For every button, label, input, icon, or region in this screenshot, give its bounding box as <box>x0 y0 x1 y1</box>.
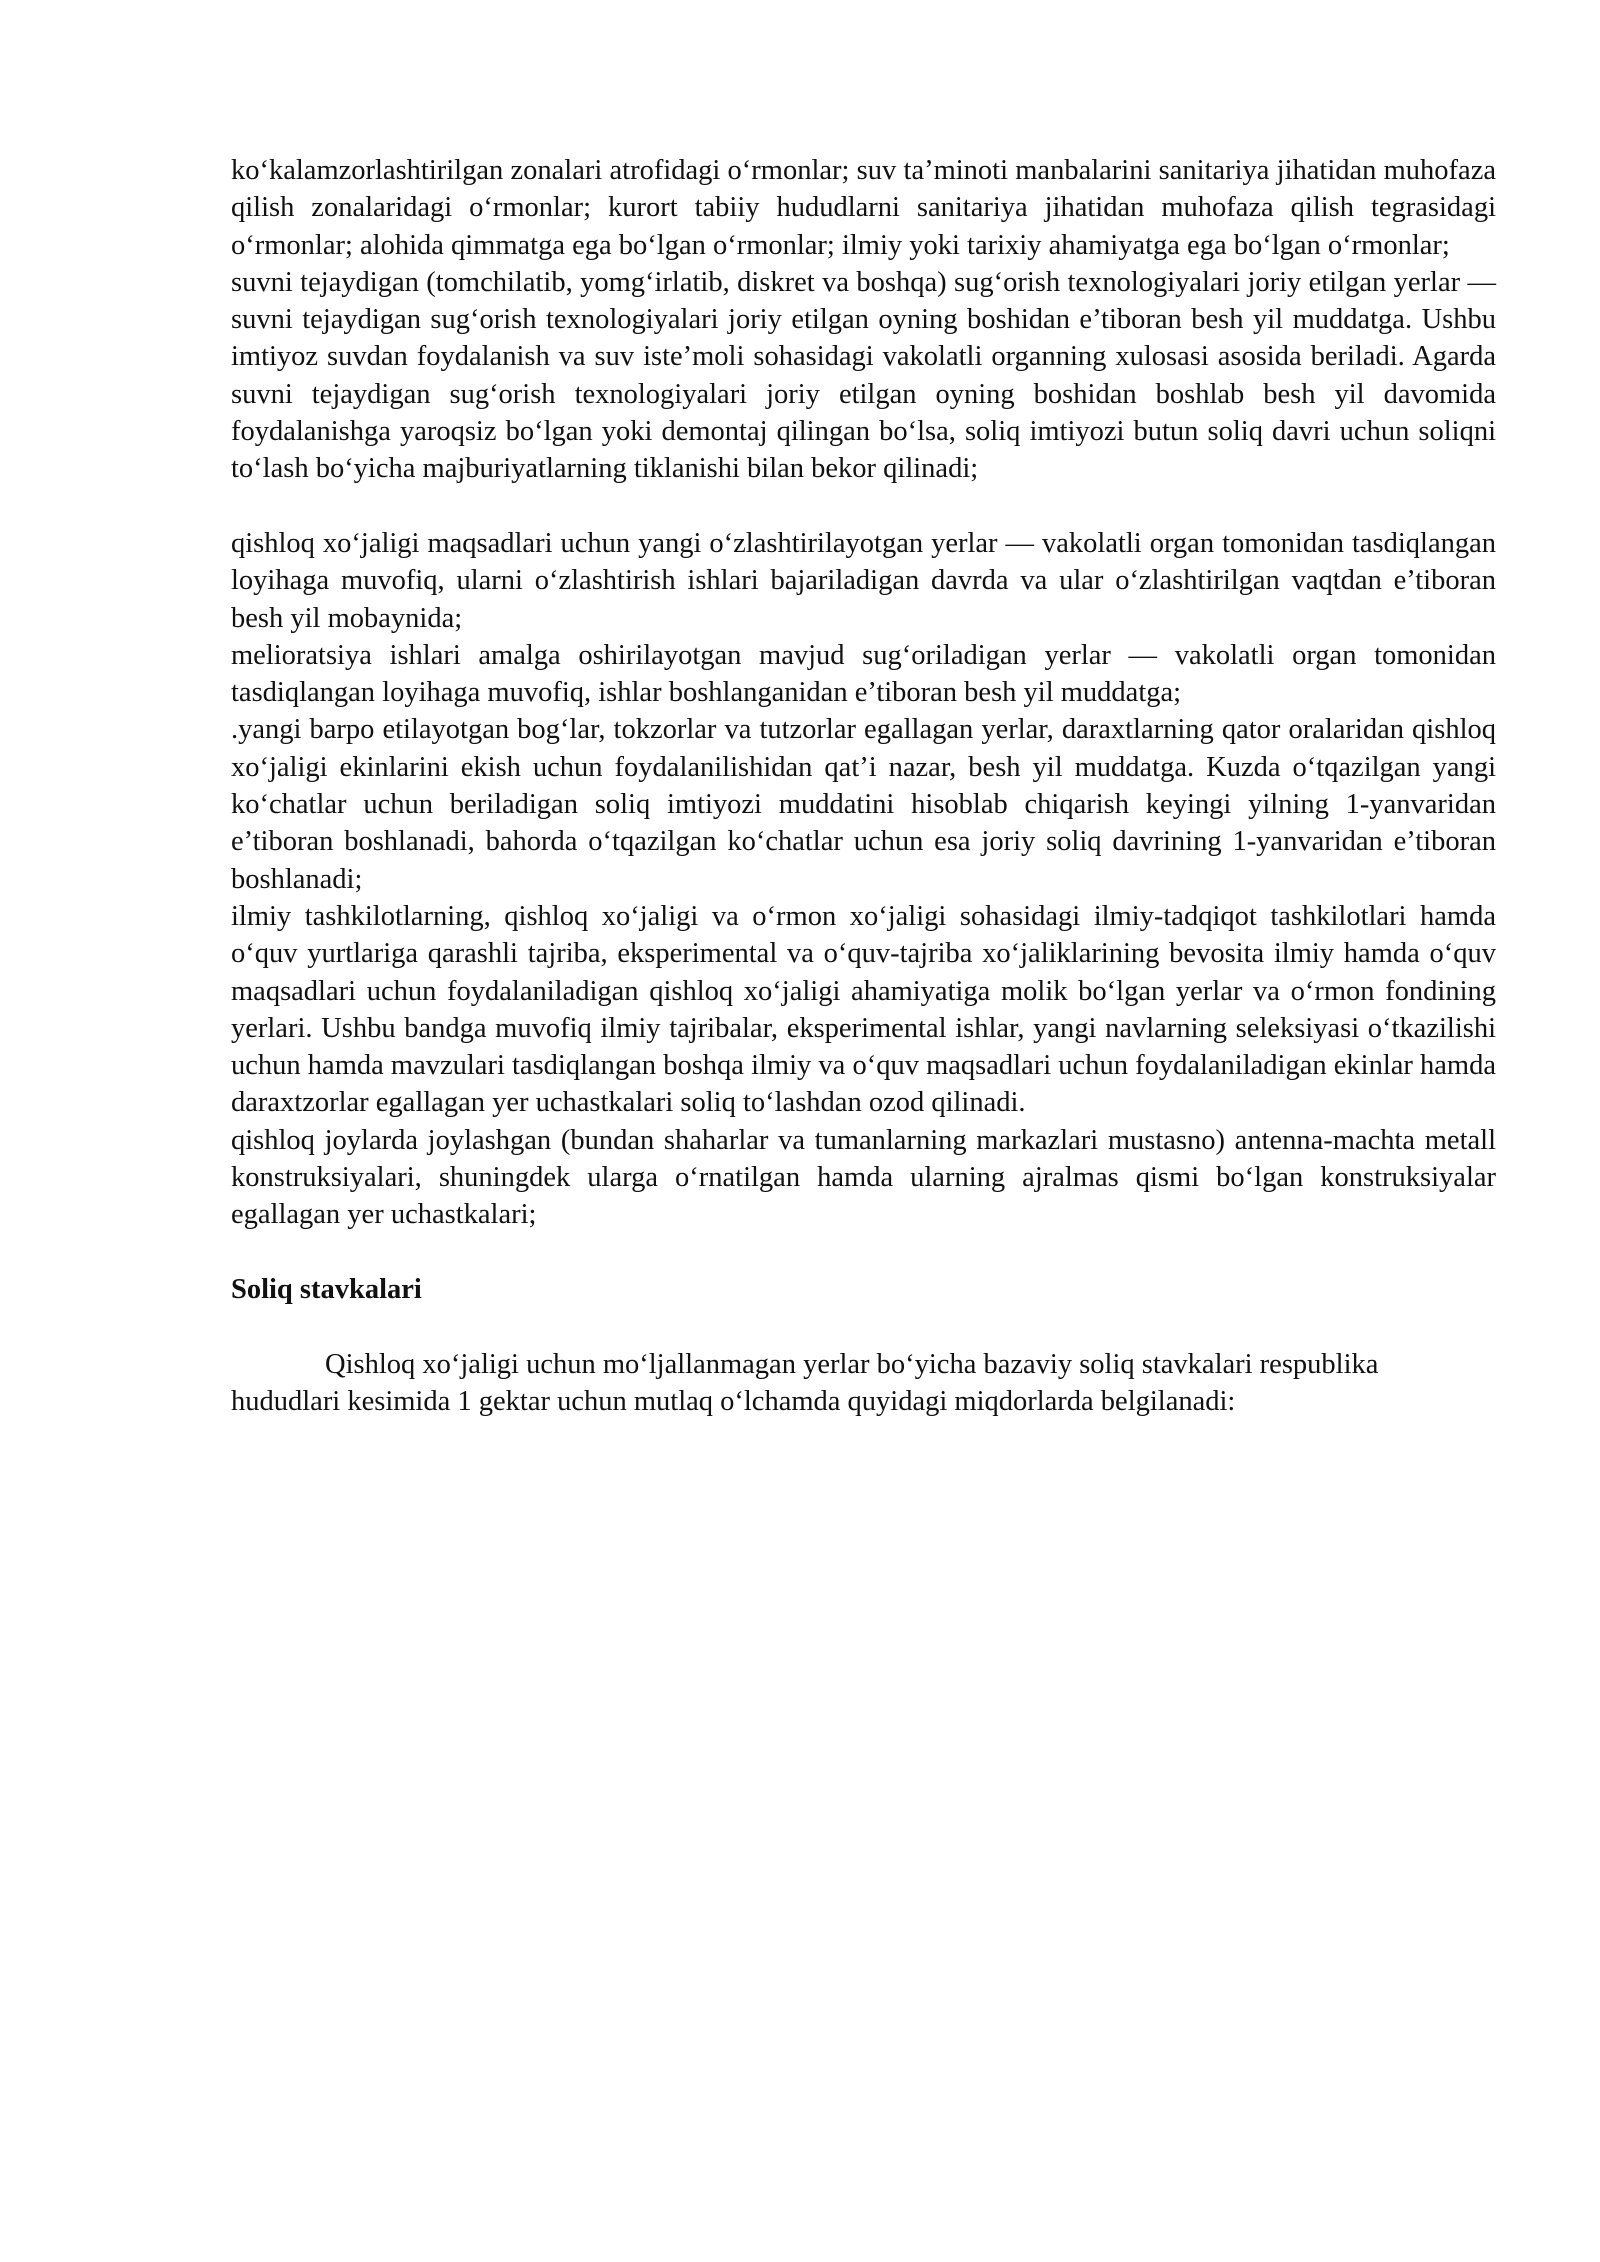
paragraph-spacer <box>231 1234 1496 1271</box>
paragraph-new-orchards: .yangi barpo etilayotgan bog‘lar, tokzorlar va tutzorlar egallagan yerlar, daraxtlarning qator oralaridan qishloq xo‘jaligi ekinlarini ekish uchun foydalanilishidan qat’i nazar, besh yil muddatga. Kuzda o‘tqazilgan yangi ko‘chatlar uchun beriladigan soliq imtiyozi muddatini hisoblab chiqarish keyingi yilning 1-yanvaridan e’tiboran boshlanadi, bahorda o‘tqazilgan ko‘chatlar uchun esa joriy soliq davrining 1-yanvaridan e’tiboran boshlanadi; <box>231 714 1496 895</box>
section-heading: Soliq stavkalari <box>231 1273 422 1305</box>
paragraph-melioration-lands: melioratsiya ishlari amalga oshirilayotgan mavjud sug‘oriladigan yerlar — vakolatli organ tomonidan tasdiqlangan loyihaga muvofiq, ishlar boshlanganidan e’tiboran besh yil muddatga; <box>231 639 1496 709</box>
paragraph-spacer <box>231 488 1496 525</box>
paragraph-new-agricultural-lands: qishloq xo‘jaligi maqsadlari uchun yangi o‘zlashtirilayotgan yerlar — vakolatli organ tomonidan tasdiqlangan loyihaga muvofiq, ularni o‘zlashtirish ishlari bajariladigan davrda va ular o‘zlashtirilgan vaqtdan e’tiboran besh yil mobaynida; <box>231 527 1496 634</box>
paragraph-water-saving-irrigation: suvni tejaydigan (tomchilatib, yomg‘irlatib, diskret va boshqa) sug‘orish texnologiyalari joriy etilgan yerlar — suvni tejaydigan sug‘orish texnologiyalari joriy etilgan oyning boshidan e’tiboran besh yil muddatga. Ushbu imtiyoz suvdan foydalanish va suv iste’moli sohasidagi vakolatli organning xulosasi asosida beriladi. Agarda suvni tejaydigan sug‘orish texnologiyalari joriy etilgan oyning boshidan boshlab besh yil davomida foydalanishga yaroqsiz bo‘lgan yoki demontaj qilingan bo‘lsa, soliq imtiyozi butun soliq davri uchun soliqni to‘lash bo‘yicha majburiyatlarning tiklanishi bilan bekor qilinadi; <box>231 266 1496 485</box>
rates-intro-line-2: hududlari kesimida 1 gektar uchun mutlaq o‘lchamda quyidagi miqdorlarda belgilanadi: <box>231 1385 1236 1417</box>
document-page <box>231 152 1496 1420</box>
paragraph-protected-forests: ko‘kalamzorlashtirilgan zonalari atrofidagi o‘rmonlar; suv ta’minoti manbalarini sanitariya jihatidan muhofaza qilish zonalaridagi o‘rmonlar; kurort tabiiy hududlarni sanitariya jihatidan muhofaza qilish tegrasidagi o‘rmonlar; alohida qimmatga ega bo‘lgan o‘rmonlar; ilmiy yoki tarixiy ahamiyatga ega bo‘lgan o‘rmonlar; <box>231 155 1496 261</box>
paragraph-scientific-organizations: ilmiy tashkilotlarning, qishloq xo‘jaligi va o‘rmon xo‘jaligi sohasidagi ilmiy-tadqiqot tashkilotlari hamda o‘quv yurtlariga qarashli tajriba, eksperimental va o‘quv-tajriba xo‘jaliklarining bevosita ilmiy hamda o‘quv maqsadlari uchun foydalaniladigan qishloq xo‘jaligi ahamiyatiga molik bo‘lgan yerlar va o‘rmon fondining yerlari. Ushbu bandga muvofiq ilmiy tajribalar, eksperimental ishlar, yangi navlarning seleksiyasi o‘tkazilishi uchun hamda mavzulari tasdiqlangan boshqa ilmiy va o‘quv maqsadlari uchun foydalaniladigan ekinlar hamda daraxtzorlar egallagan yer uchastkalari soliq to‘lashdan ozod qilinadi. <box>231 900 1496 1119</box>
paragraph-antenna-structures: qishloq joylarda joylashgan (bundan shaharlar va tumanlarning markazlari mustasno) antenna-machta metall konstruksiyalari, shuningdek ularga o‘rnatilgan hamda ularning ajralmas qismi bo‘lgan konstruksiyalar egallagan yer uchastkalari; <box>231 1124 1496 1231</box>
paragraph-spacer <box>231 1308 1496 1345</box>
rates-intro-line-1: Qishloq xo‘jaligi uchun mo‘ljallanmagan yerlar bo‘yicha bazaviy soliq stavkalari respublika <box>325 1348 1379 1380</box>
